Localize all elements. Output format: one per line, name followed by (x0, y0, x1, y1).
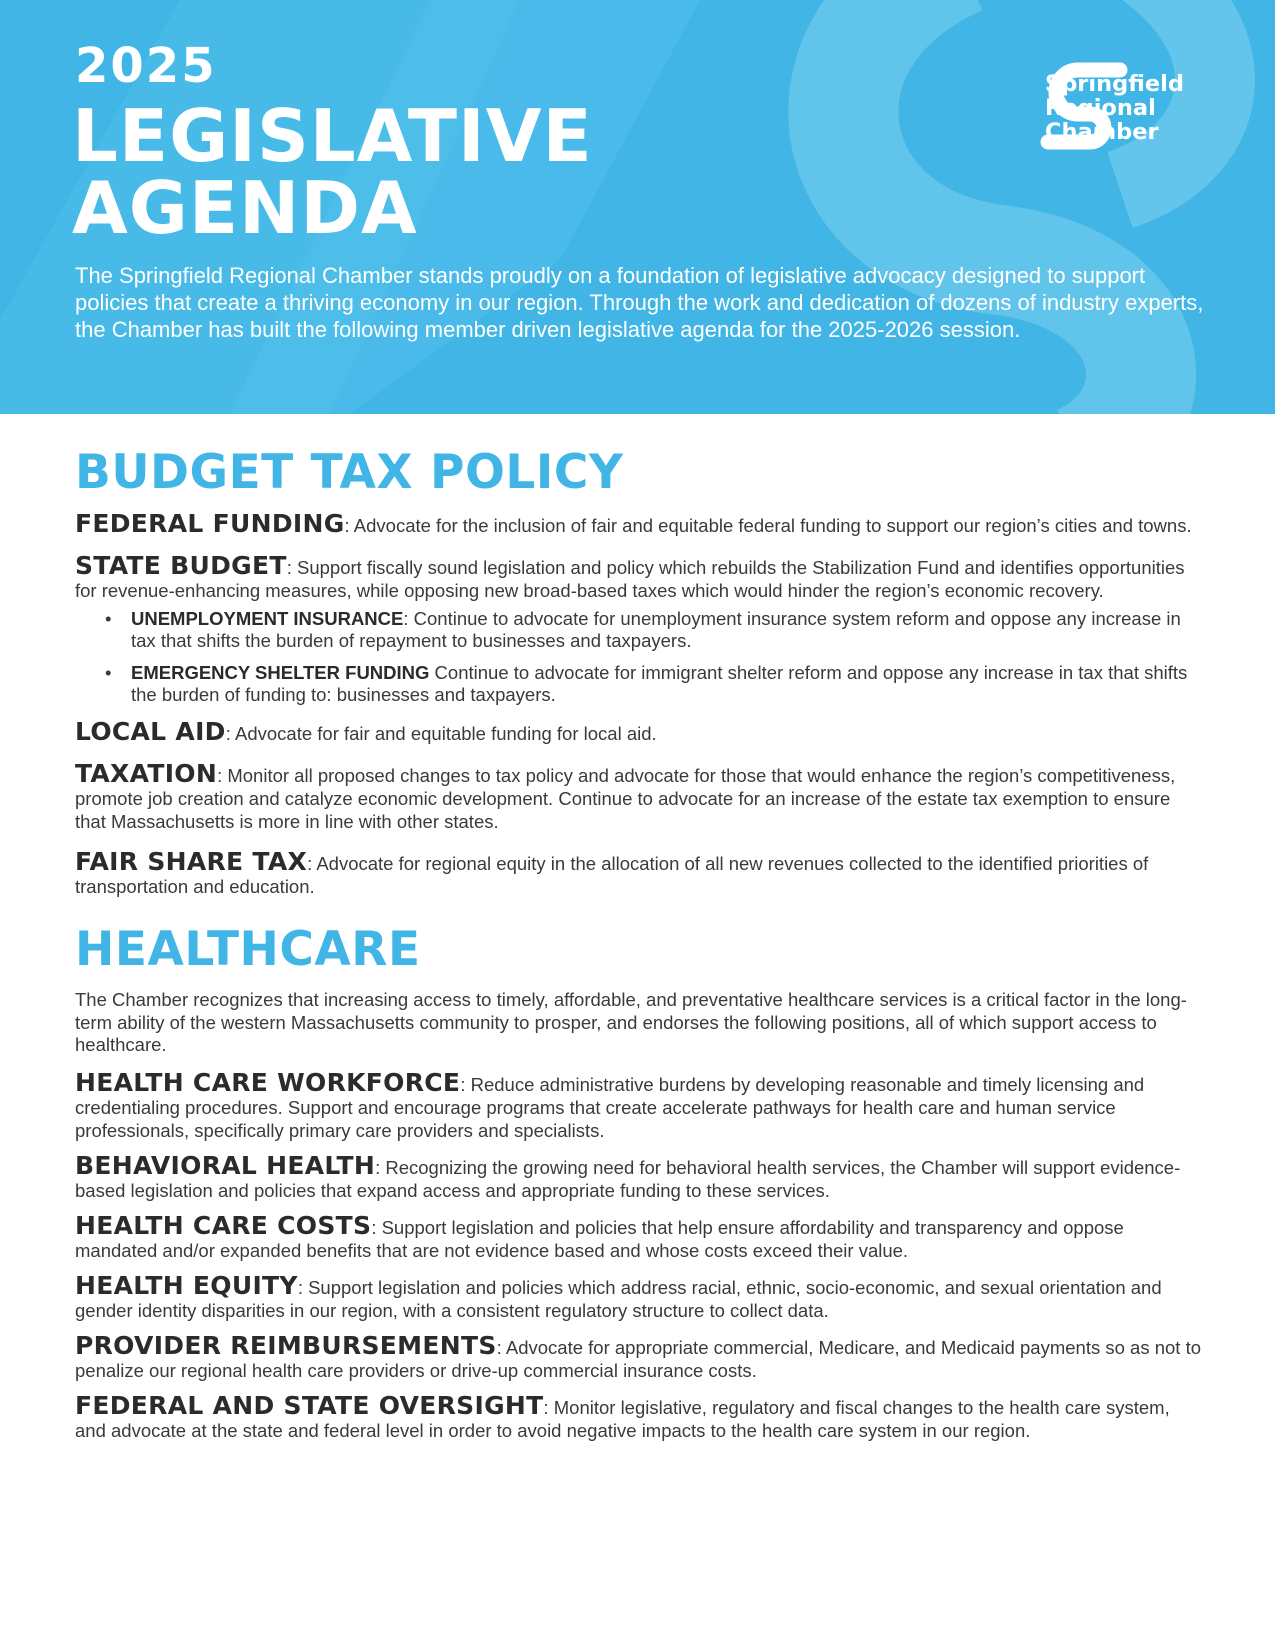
logo-line-3: Chamber (1045, 119, 1159, 145)
policy-item-provider-reimbursements (75, 1330, 1205, 1382)
title-line-2: AGENDA (72, 166, 418, 250)
chamber-logo-text (1045, 72, 1184, 144)
intro-paragraph: The Springfield Regional Chamber stands proudly on a foundation of legislative advocacy designed to support policies that create a thriving economy in our region. Through the work and dedication of dozens of industry experts, the Chamber has built the following member driven legislative agenda for the 2025-2026 session. (75, 263, 1204, 342)
policy-title: BEHAVIORAL HEALTH (75, 1150, 376, 1180)
policy-title: FEDERAL FUNDING (75, 509, 345, 538)
policy-item-federal-funding (75, 509, 1205, 538)
section-heading-healthcare: HEALTHCARE (75, 922, 421, 977)
policy-item-behavioral-health (75, 1150, 1205, 1202)
policy-title: FEDERAL AND STATE OVERSIGHT (75, 1390, 544, 1420)
policy-text: : Support legislation and policies that help ensure affordability and transparency and oppose mandated and/or expanded benefits that are not evidence based and whose costs exceed their value. (75, 1216, 1124, 1261)
policy-text: : Support fiscally sound legislation and policy which rebuilds the Stabilization Fund and identifies opportunities for revenue-enhancing measures, while opposing new broad-based taxes which would hinder the region’s economic recovery. (75, 557, 1185, 601)
policy-text: : Monitor legislative, regulatory and fiscal changes to the health care system, and advocate at the state and federal level in order to avoid negative impacts to the health care system in our region. (75, 1396, 1170, 1441)
state-budget-bullets (75, 608, 1205, 706)
policy-text: : Advocate for regional equity in the allocation of all new revenues collected to the identified priorities of transportation and education. (75, 853, 1149, 897)
bullet-text: : Continue to advocate for unemployment insurance system reform and oppose any increase in tax that shifts the burden of repayment to businesses and taxpayers. (131, 608, 1181, 651)
policy-item-health-care-workforce (75, 1067, 1205, 1142)
policy-text: : Monitor all proposed changes to tax policy and advocate for those that would enhance the region’s competitiveness, promote job creation and catalyze economic development. Continue to advocate for an increase of the estate tax exemption to ensure that Massachusetts is more in line with other states. (75, 765, 1176, 832)
agenda-year: 2025 (75, 38, 217, 94)
bullet-dot: • (105, 608, 112, 629)
policy-item-local-aid (75, 717, 1205, 746)
policy-item-health-equity (75, 1270, 1205, 1322)
policy-item-state-budget (75, 551, 1205, 602)
policy-title: STATE BUDGET (75, 551, 287, 580)
logo-line-2: Regional (1045, 95, 1156, 121)
page-title (72, 94, 593, 250)
policy-title: HEALTH CARE COSTS (75, 1210, 372, 1240)
policy-text: : Support legislation and policies which address racial, ethnic, socio-economic, and sexual orientation and gender identity disparities in our region, with a consistent regulatory structure to collect data. (75, 1276, 1162, 1321)
policy-item-taxation (75, 759, 1205, 833)
title-line-1: LEGISLATIVE (72, 94, 593, 178)
policy-title: TAXATION (75, 759, 218, 788)
main-content (75, 445, 1205, 1454)
policy-item-health-care-costs (75, 1210, 1205, 1262)
policy-item-federal-state-oversight (75, 1390, 1205, 1442)
policy-text: : Advocate for the inclusion of fair and equitable federal funding to support our region’s cities and towns. (344, 515, 1192, 536)
policy-title: FAIR SHARE TAX (75, 847, 308, 876)
bullet-unemployment-insurance (105, 608, 1205, 652)
bullet-emergency-shelter-funding (105, 662, 1205, 706)
policy-title: PROVIDER REIMBURSEMENTS (75, 1330, 497, 1360)
bullet-dot: • (105, 662, 112, 683)
policy-item-fair-share-tax (75, 847, 1205, 898)
policy-text: : Advocate for fair and equitable funding for local aid. (225, 723, 657, 744)
bullet-title: EMERGENCY SHELTER FUNDING (131, 662, 430, 683)
bullet-title: UNEMPLOYMENT INSURANCE (131, 608, 404, 629)
policy-title: LOCAL AID (75, 717, 226, 746)
policy-title: HEALTH EQUITY (75, 1270, 298, 1300)
healthcare-intro: The Chamber recognizes that increasing access to timely, affordable, and preventative healthcare services is a critical factor in the long-term ability of the western Massachusetts community to prosper, and endorses the following positions, all of which support access to healthcare. (75, 989, 1187, 1055)
header-banner (0, 0, 1275, 414)
bullet-text: Continue to advocate for immigrant shelter reform and oppose any increase in tax that shifts the burden of funding to: businesses and taxpayers. (131, 662, 1188, 705)
section-heading-budget: BUDGET TAX POLICY (75, 445, 624, 500)
policy-title: HEALTH CARE WORKFORCE (75, 1067, 461, 1097)
policy-text: : Advocate for appropriate commercial, Medicare, and Medicaid payments so as not to penalize our regional health care providers or drive-up commercial insurance costs. (75, 1336, 1202, 1381)
policy-text: : Recognizing the growing need for behavioral health services, the Chamber will support evidence-based legislation and policies that expand access and appropriate funding to these services. (75, 1156, 1181, 1201)
logo-line-1: Springfield (1045, 71, 1184, 97)
policy-text: : Reduce administrative burdens by developing reasonable and timely licensing and credentialing procedures. Support and encourage programs that create accelerate pathways for health care and human service professionals, specifically primary care providers and specialists. (75, 1073, 1145, 1141)
